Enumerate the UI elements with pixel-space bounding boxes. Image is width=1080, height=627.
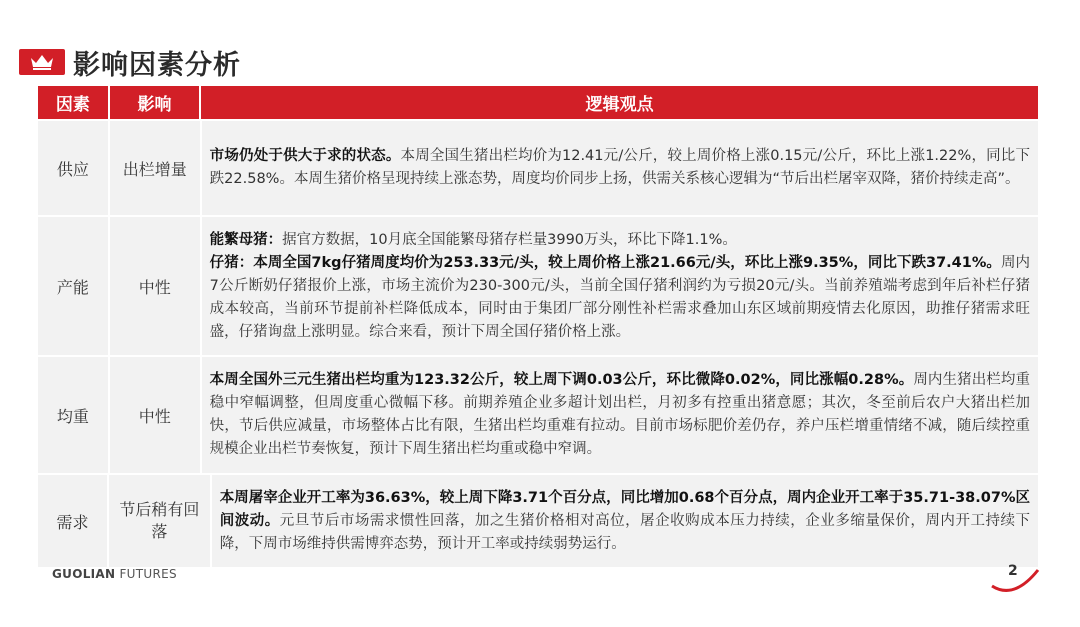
logic-paragraph — [210, 369, 1030, 461]
lead-text: 能繁母猪： — [209, 231, 283, 248]
impact-cell: 中性 — [108, 357, 200, 473]
sow-line — [210, 229, 1030, 252]
crown-icon — [19, 49, 65, 75]
lead-text: 本周屠宰企业开工率为36.63%，较上周下降3.71个百分点，同比增加0.68个百分点，周内企业开工率于35.71-38.07%区间波动。 — [219, 489, 1030, 529]
table-header — [38, 86, 1038, 119]
lead-text: 仔猪：本周全国7kg仔猪周度均价为253.33元/头，较上周价格上涨21.66元/头，环比上涨9.35%，同比下跌37.41%。 — [209, 254, 1001, 271]
table-row — [38, 215, 1038, 355]
impact-cell: 节后稍有回落 — [107, 475, 210, 567]
factor-cell: 供应 — [56, 159, 89, 179]
impact-cell: 中性 — [108, 217, 200, 355]
logic-paragraph — [220, 487, 1030, 556]
body-text: 周内7公斤断奶仔猪报价上涨，市场主流价为230-300元/头，当前全国仔猪利润约为亏损20元/头。当前养殖端考虑到年后补栏仔猪成本较高，当前环节提前补栏降低成本，同时由于集团厂部分刚性补栏需求叠加山东区域前期疫情去化原因，助推仔猪需求旺盛，仔猪询盘上涨明显。综合来看，预计下周全国仔猪价格上涨。 — [209, 254, 1031, 340]
lead-text: 本周全国外三元生猪出栏均重为123.32公斤，较上周下调0.03公斤，环比微降0.02%，同比涨幅0.28%。 — [209, 372, 914, 388]
header-factor: 因素 — [38, 86, 108, 119]
body-text: 周内生猪出栏均重稳中窄幅调整，但周度重心微幅下移。前期养殖企业多超计划出栏，月初多有控重出猪意愿；其次，冬至前后农户大猪出栏加快，节后供应减量，市场整体占比有限，生猪出栏均重难有拉动。目前市场标肥价差仍存，养户压栏增重情绪不减，随后续控重规模企业出栏节奏恢复，预计下周生猪出栏均重或稳中窄调。 — [209, 372, 1030, 457]
brand-logo — [52, 567, 177, 581]
impact-cell: 出栏增量 — [108, 121, 200, 215]
logic-cell — [200, 121, 1038, 215]
body-text: 据官方数据，10月底全国能繁母猪存栏量3990万头，环比下降1.1%。 — [282, 231, 737, 248]
factor-cell: 均重 — [56, 406, 89, 426]
table-row — [38, 355, 1038, 473]
brand-bold: GUOLIAN — [52, 567, 116, 581]
logic-paragraph — [210, 145, 1030, 191]
table-row — [38, 119, 1038, 215]
analysis-table — [38, 86, 1038, 567]
page-number: 2 — [1008, 563, 1018, 579]
section-header — [19, 44, 241, 80]
logic-cell — [210, 475, 1038, 567]
piglet-line — [210, 252, 1030, 344]
body-text: 本周全国生猪出栏均价为12.41元/公斤，较上周价格上涨0.15元/公斤，环比上涨1.22%，同比下跌22.58%。本周生猪价格呈现持续上涨态势，周度均价同步上扬，供需关系核心逻辑为“节后出栏屠宰双降，猪价持续走高”。 — [209, 148, 1030, 187]
factor-cell: 产能 — [56, 277, 89, 297]
logic-cell — [200, 217, 1038, 355]
logic-cell — [200, 357, 1038, 473]
table-row — [38, 473, 1038, 567]
logic-paragraph — [210, 229, 1030, 344]
body-text: 元旦节后市场需求惯性回落，加之生猪价格相对高位，屠企收购成本压力持续，企业多缩量保价，周内开工持续下降，下周市场维持供需博弈态势，预计开工率或持续弱势运行。 — [219, 512, 1030, 552]
factor-cell: 需求 — [56, 512, 89, 532]
lead-text: 市场仍处于供大于求的状态。 — [209, 148, 401, 164]
page-title: 影响因素分析 — [73, 49, 241, 81]
brand-rest: FUTURES — [115, 567, 177, 581]
header-logic: 逻辑观点 — [199, 86, 1038, 119]
header-impact: 影响 — [108, 86, 200, 119]
